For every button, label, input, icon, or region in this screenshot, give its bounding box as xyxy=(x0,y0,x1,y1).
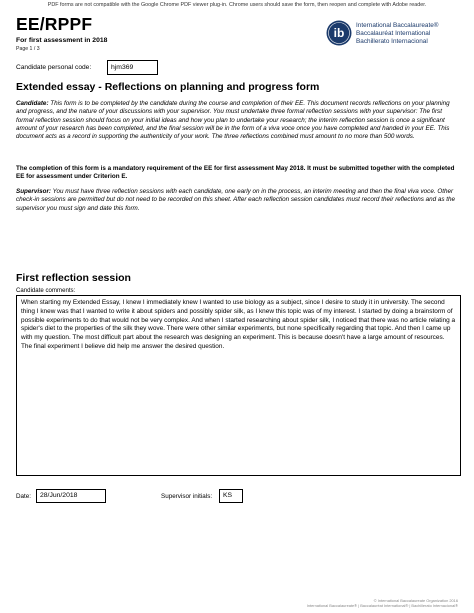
date-label: Date: xyxy=(16,493,32,500)
browser-compatibility-notice: PDF forms are not compatible with the Google Chrome PDF viewer plug-in. Chrome users should save the form, then reopen and complete with Adobe reader. xyxy=(47,2,427,8)
supervisor-initials-field[interactable]: KS xyxy=(219,489,243,503)
org-name-es: Bachillerato Internacional xyxy=(356,38,428,46)
supervisor-initials-label: Supervisor initials: xyxy=(161,493,213,500)
mandatory-requirement-note: The completion of this form is a mandatory requirement of the EE for first assessment May 2018. It must be submitted together with the completed EE for assessment under Criterion E. xyxy=(16,165,455,181)
form-title: Extended essay - Reflections on planning and progress form xyxy=(16,81,320,93)
candidate-instructions-text: This form is to be completed by the candidate during the course and completion of their EE. This document records reflections on your planning and progress, and the nature of your discussions with your supervisor. You must undertake three formal reflection sessions with your supervisor: The first formal reflection session should focus on your initial ideas and how you plan to undertake your research; the interim reflection session is once a significant amount of your research has been completed, and the final session will be in the form of a viva voce once you have completed and handed in your EE. This document acts as a record in supporting the authenticity of your work. The three reflections combined must amount to no more than 500 words. xyxy=(16,100,450,141)
date-field[interactable]: 28/Jun/2018 xyxy=(36,489,106,503)
candidate-code-label: Candidate personal code: xyxy=(16,64,92,71)
footer-copyright: © International Baccalaureate Organization 2016 xyxy=(373,598,458,603)
first-assessment-note: For first assessment in 2018 xyxy=(16,37,108,44)
supervisor-instructions-label: Supervisor: xyxy=(16,188,51,195)
candidate-instructions xyxy=(16,100,461,141)
org-name-fr: Baccalauréat International xyxy=(356,30,431,38)
page-number: Page 1 / 3 xyxy=(16,46,40,52)
supervisor-instructions xyxy=(16,188,461,213)
ib-logo-icon xyxy=(326,20,352,46)
candidate-comments-field[interactable] xyxy=(16,295,461,476)
footer-org-names: International Baccalaureate® | Baccalauréat International® | Bachillerato Internacional® xyxy=(306,602,458,608)
supervisor-instructions-text: You must have three reflection sessions with each candidate, one early on in the process, an interim meeting and then the final viva voce. Other check-in sessions are permitted but do not need to be recorded on this sheet. After each reflection session candidates must record their reflections and as the supervisor you must sign and date this form. xyxy=(16,188,456,212)
footer xyxy=(307,599,458,609)
document-code: EE/RPPF xyxy=(16,14,93,34)
candidate-comments-label: Candidate comments: xyxy=(16,287,76,294)
candidate-comments-text: When starting my Extended Essay, I knew I immediately knew I wanted to use biology as a subject, since I desire to study it in university. The second thing I knew was that I wanted to write it about spiders and possibly spider silk, as I knew this topic was of my interest. I started by doing a brainstorm of possible experiments to do that would not be very complex. And when I started researching about spider silk, I noticed that there was no article relating a spider's diet to the properties of the silk they wove. There were other similar experiments, but none specifically regarding that topic. And then I came up with my question. The most difficult part about the research was designing an experiment. This is because doesn't have a large amount of resources. The final experiment I believe did help me answer the desired question. xyxy=(21,299,456,350)
candidate-instructions-label: Candidate: xyxy=(16,100,49,107)
candidate-code-field[interactable]: hjm369 xyxy=(107,60,158,75)
org-name-en: International Baccalaureate® xyxy=(356,22,439,29)
ib-logo-text: ib xyxy=(333,26,345,40)
first-session-heading: First reflection session xyxy=(16,272,131,284)
organization-names xyxy=(356,22,439,47)
